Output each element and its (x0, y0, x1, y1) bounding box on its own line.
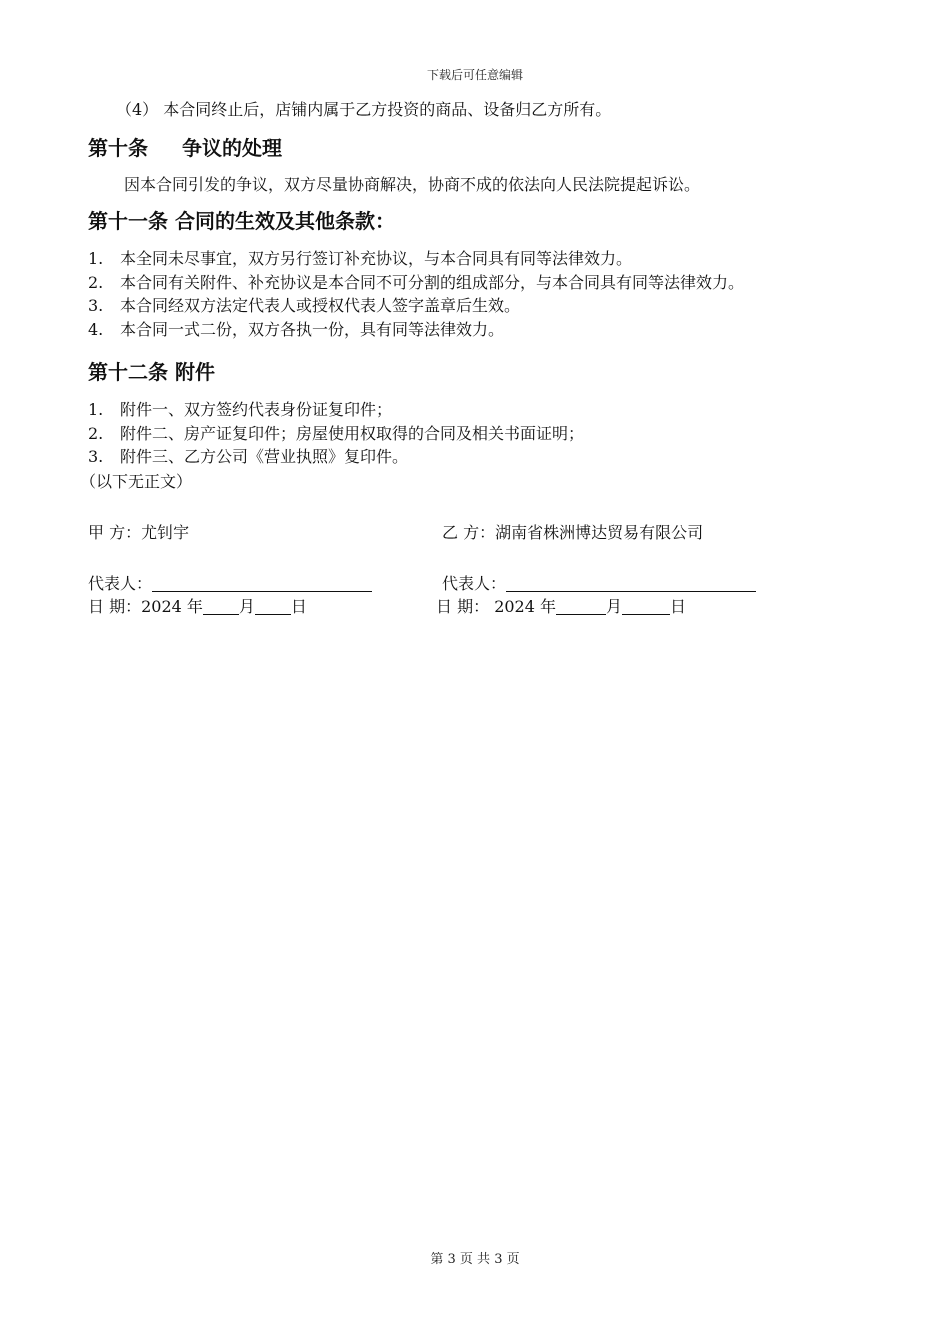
day-line-a (255, 598, 291, 615)
article-12-list (88, 398, 584, 469)
date-label-b: 日 期： (436, 597, 490, 616)
page-header: 下载后可任意编辑 (426, 68, 523, 82)
party-b-rep-row (442, 573, 756, 595)
rep-a-signature-line (152, 575, 372, 592)
list-item: 2. 本合同有关附件、补充协议是本合同不可分割的组成部分，与本合同具有同等法律效力。 (88, 272, 745, 292)
rep-b-signature-line (506, 575, 756, 592)
party-b-name: 湖南省株洲博达贸易有限公司 (495, 523, 704, 542)
party-a-rep-row (88, 573, 372, 595)
month-label-b: 月 (606, 597, 623, 616)
article-12-heading: 第十二条 附件 (88, 360, 215, 384)
day-label-b: 日 (670, 597, 687, 616)
article-10-heading (88, 135, 282, 161)
party-b-row (442, 522, 703, 544)
date-year-a: 2024 年 (141, 597, 203, 616)
article-10-body: 因本合同引发的争议，双方尽量协商解决，协商不成的依法向人民法院提起诉讼。 (124, 175, 701, 194)
month-line-b (556, 598, 606, 615)
month-label-a: 月 (238, 597, 255, 616)
list-item: 3. 附件三、乙方公司《营业执照》复印件。 (88, 447, 409, 466)
list-item: 2. 附件二、房产证复印件；房屋使用权取得的合同及相关书面证明； (88, 423, 585, 443)
article-11-list (88, 247, 744, 341)
rep-label-a: 代表人： (88, 574, 153, 593)
party-a-date-row (88, 596, 307, 618)
month-line-a (203, 598, 239, 615)
day-line-b (622, 598, 670, 615)
list-item: 1. 附件一、双方签约代表身份证复印件； (88, 400, 393, 419)
party-b-date-row (436, 596, 686, 618)
day-label-a: 日 (290, 597, 307, 616)
list-item: 3. 本合同经双方法定代表人或授权代表人签字盖章后生效。 (88, 296, 521, 315)
article-9-item-4: （4） 本合同终止后，店铺内属于乙方投资的商品、设备归乙方所有。 (116, 100, 612, 119)
party-a-row (88, 522, 189, 544)
article-10-title: 争议的处理 (182, 136, 282, 160)
list-item: 1. 本全同未尽事宜，双方另行签订补充协议，与本合同具有同等法律效力。 (88, 249, 633, 268)
list-item: 4. 本合同一式二份，双方各执一份，具有同等法律效力。 (88, 319, 505, 339)
party-a-name: 尤钊宇 (141, 523, 190, 542)
party-b-label: 乙 方： (442, 523, 496, 542)
page-footer: 第 3 页 共 3 页 (430, 1252, 520, 1267)
date-label-a: 日 期： (88, 597, 142, 616)
date-year-b: 2024 年 (494, 597, 556, 616)
party-a-label: 甲 方： (88, 523, 142, 542)
article-10-number: 第十条 (88, 136, 148, 160)
end-note: （以下无正文） (80, 472, 193, 491)
rep-label-b: 代表人： (442, 574, 507, 593)
article-11-heading: 第十一条 合同的生效及其他条款： (88, 209, 395, 233)
